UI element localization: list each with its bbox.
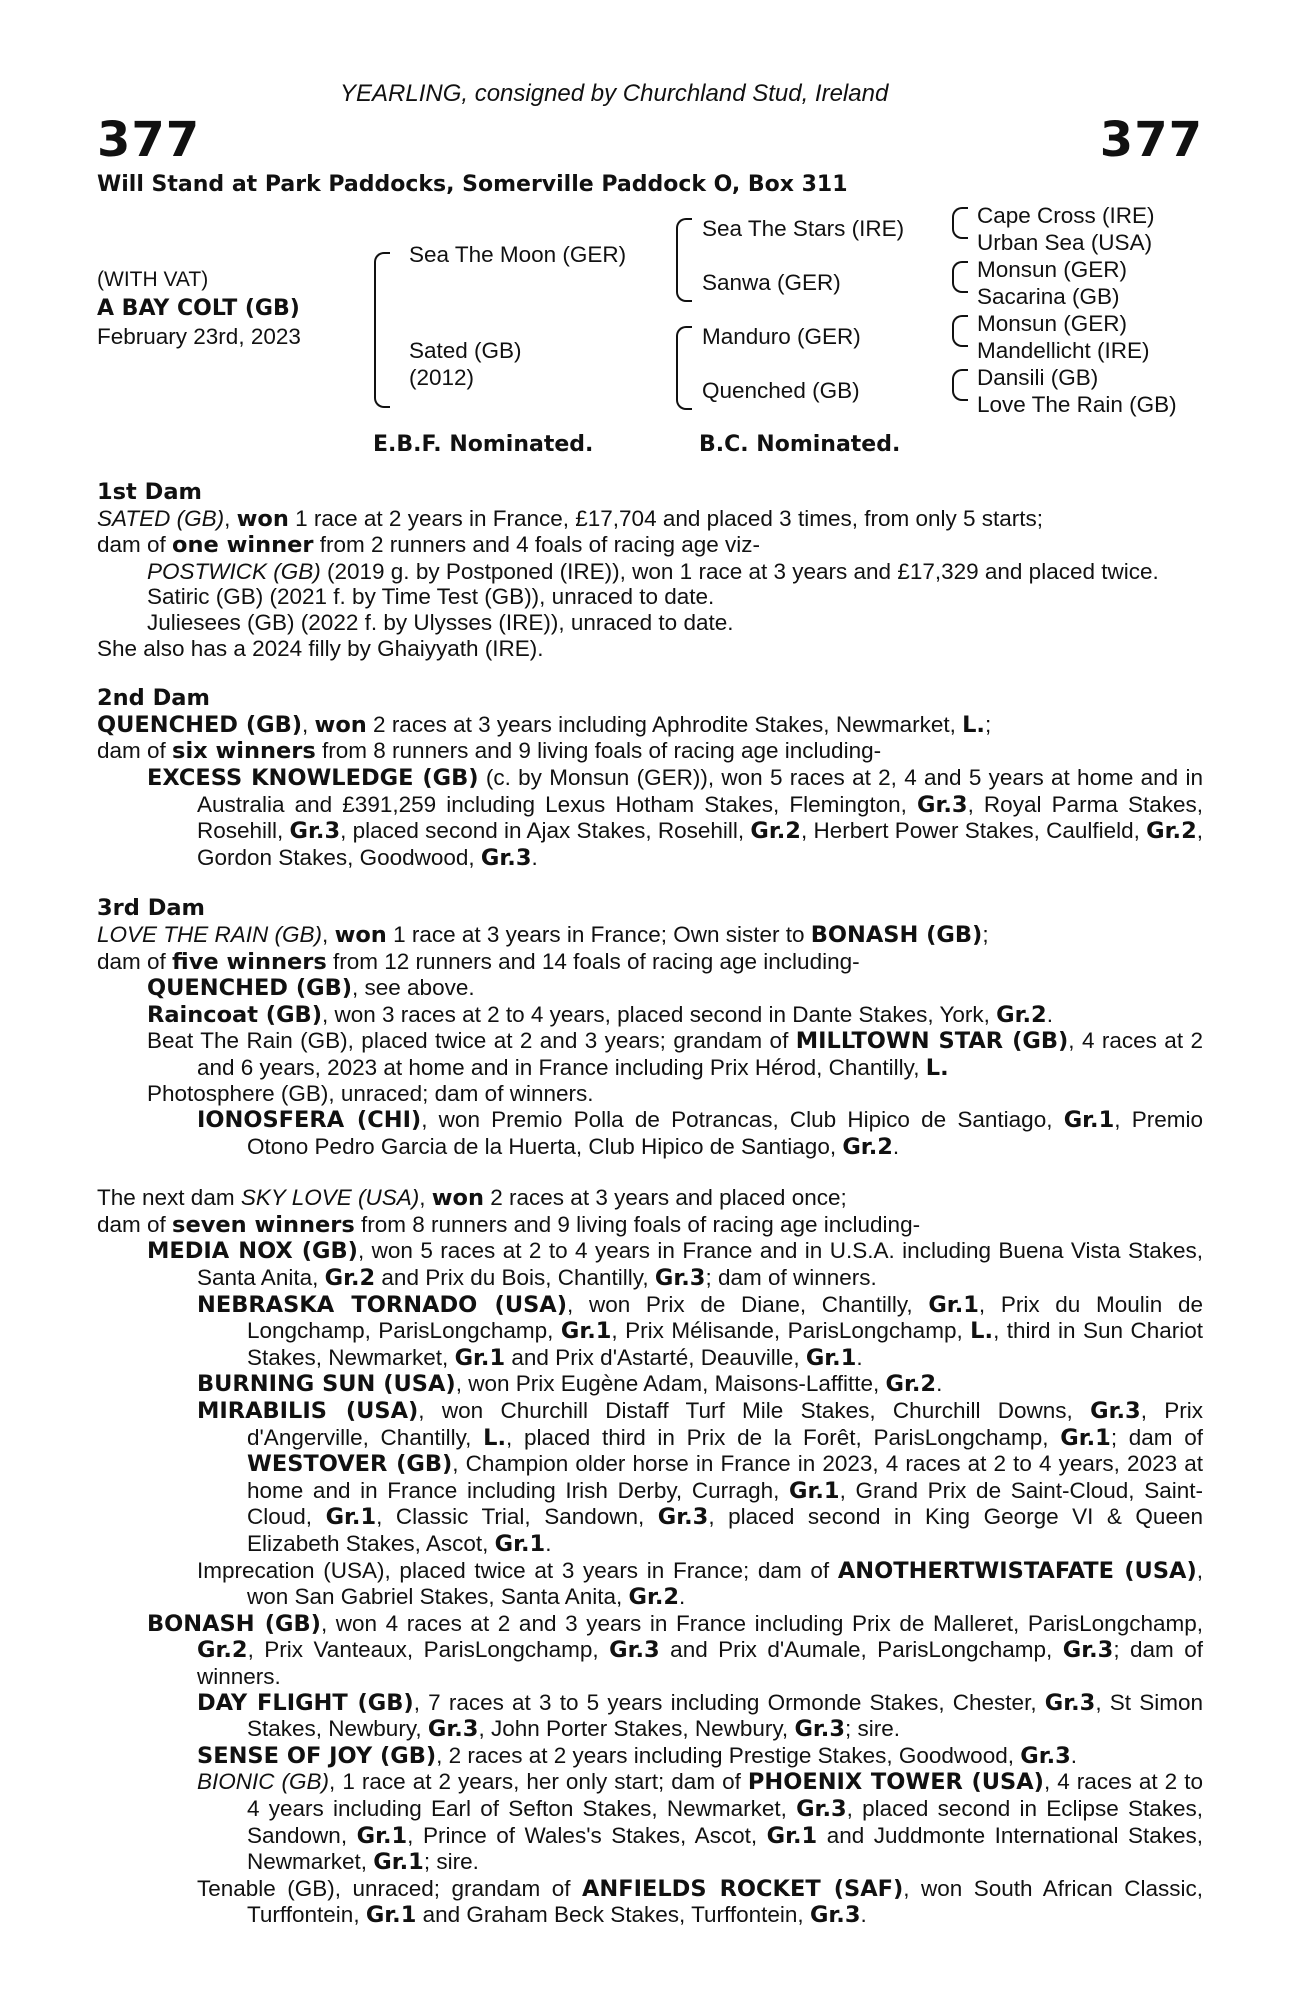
pedigree-entry: dam of six winners from 8 runners and 9 living foals of racing age including- (97, 738, 882, 765)
third-dam-section (97, 896, 1203, 1160)
pedigree-brace-g56 (952, 315, 968, 347)
pedigree-entry: SATED (GB), won 1 race at 2 years in France, £17,704 and placed 3 times, from only 5 starts; (97, 505, 1044, 532)
pedigree-entry: BONASH (GB), won 4 races at 2 and 3 years in France including Prix de Malleret, ParisLongchamp, Gr.2, Prix Vanteaux, ParisLongchamp, Gr.3 and Prix d'Aumale, ParisLongchamp, Gr.3; dam of winners. (147, 1610, 1204, 1689)
pedigree-entry: EXCESS KNOWLEDGE (GB) (c. by Monsun (GER)), won 5 races at 2, 4 and 5 years at home and in Australia and £391,259 including Lexus Hotham Stakes, Flemington, Gr.3, Royal Parma Stakes, Rosehill, Gr.3, placed second in Ajax Stakes, Rosehill, Gr.2, Herbert Power Stakes, Caulfield, Gr.2, Gordon Stakes, Goodwood, Gr.3. (147, 764, 1203, 871)
pedigree-entry: Tenable (GB), unraced; grandam of ANFIELDS ROCKET (SAF), won South African Classic, Turffontein, Gr.1 and Graham Beck Stakes, Turffontein, Gr.3. (197, 1875, 1203, 1929)
granddam-2: Urban Sea (USA) (977, 230, 1153, 255)
pedigree-entry: IONOSFERA (CHI), won Premio Polla de Potrancas, Club Hipico de Santiago, Gr.1, Premio Otono Pedro Garcia de la Huerta, Club Hipico de Santiago, Gr.2. (197, 1107, 1203, 1160)
ebf-nomination: E.B.F. Nominated. (373, 432, 594, 457)
second-dam-text (97, 712, 1203, 872)
granddam-6: Mandellicht (IRE) (977, 338, 1150, 363)
dam-sire: Manduro (GER) (702, 324, 861, 349)
pedigree-brace-g12 (952, 207, 968, 239)
first-dam-heading: 1st Dam (97, 479, 202, 505)
pedigree-entry: BIONIC (GB), 1 race at 2 years, her only start; dam of PHOENIX TOWER (USA), 4 races at 2 to 4 years including Earl of Sefton Stakes, Newmarket, Gr.3, placed second in Eclipse Stakes, Sandown, Gr.1, Prince of Wales's Stakes, Ascot, Gr.1 and Juddmonte International Stakes, Newmarket, Gr.1; sire. (197, 1769, 1204, 1876)
dam-name: Sated (GB) (409, 338, 522, 363)
pedigree-brace-sire (676, 218, 692, 302)
stabling-line: Will Stand at Park Paddocks, Somerville Paddock O, Box 311 (97, 172, 848, 197)
pedigree-entry: MIRABILIS (USA), won Churchill Distaff Turf Mile Stakes, Churchill Downs, Gr.3, Prix d'Angerville, Chantilly, L., placed third in Prix de la Forêt, ParisLongchamp, Gr.1; dam of WESTOVER (GB), Champion older horse in France in 2023, 4 races at 2 to 4 years, 2023 at home and in France including Irish Derby, Curragh, Gr.1, Grand Prix de Saint-Cloud, Saint-Cloud, Gr.1, Classic Trial, Sandown, Gr.3, placed second in King George VI & Queen Elizabeth Stakes, Ascot, Gr.1. (197, 1398, 1204, 1557)
second-dam-heading: 2nd Dam (97, 685, 210, 712)
pedigree-entry: LOVE THE RAIN (GB), won 1 race at 3 years in France; Own sister to BONASH (GB); (97, 921, 989, 948)
sire-dam: Sanwa (GER) (702, 270, 841, 295)
next-dam-text (97, 1185, 1203, 1929)
dam-dam: Quenched (GB) (702, 378, 860, 403)
dam-year: (2012) (409, 365, 475, 390)
granddam-8: Love The Rain (GB) (977, 392, 1177, 417)
pedigree-entry: QUENCHED (GB), see above. (147, 975, 475, 1002)
grandsire-1: Cape Cross (IRE) (977, 203, 1155, 228)
third-dam-text (97, 922, 1203, 1160)
next-dam-section (97, 1185, 1203, 1929)
pedigree-entry: SENSE OF JOY (GB), 2 races at 2 years including Prestige Stakes, Goodwood, Gr.3. (197, 1742, 1078, 1769)
vat-note: (WITH VAT) (97, 268, 209, 291)
sire-name: Sea The Moon (GER) (409, 242, 627, 267)
grandsire-7: Dansili (GB) (977, 365, 1099, 390)
granddam-4: Sacarina (GB) (977, 284, 1120, 309)
pedigree-entry: Beat The Rain (GB), placed twice at 2 and 3 years; grandam of MILLTOWN STAR (GB), 4 races at 2 and 6 years, 2023 at home and in France including Prix Hérod, Chantilly, L. (147, 1028, 1203, 1081)
pedigree-entry: NEBRASKA TORNADO (USA), won Prix de Diane, Chantilly, Gr.1, Prix du Moulin de Longchamp, ParisLongchamp, Gr.1, Prix Mélisande, ParisLongchamp, L., third in Sun Chariot Stakes, Newmarket, Gr.1 and Prix d'Astarté, Deauville, Gr.1. (197, 1291, 1203, 1371)
horse-name: A BAY COLT (GB) (97, 296, 300, 321)
pedigree-entry: She also has a 2024 filly by Ghaiyyath (IRE). (97, 635, 544, 661)
third-dam-heading: 3rd Dam (97, 895, 205, 922)
pedigree-entry: POSTWICK (GB) (2019 g. by Postponed (IRE)), won 1 race at 3 years and £17,329 and placed twice. (147, 558, 1159, 584)
pedigree-brace-main (374, 252, 390, 408)
pedigree-entry: BURNING SUN (USA), won Prix Eugène Adam, Maisons-Laffitte, Gr.2. (197, 1371, 943, 1398)
pedigree-entry: dam of seven winners from 8 runners and 9 living foals of racing age including- (97, 1211, 921, 1238)
second-dam-section (97, 686, 1203, 871)
grandsire-5: Monsun (GER) (977, 311, 1128, 336)
pedigree-entry: dam of one winner from 2 runners and 4 foals of racing age viz- (97, 532, 760, 559)
pedigree-entry: dam of five winners from 12 runners and 14 foals of racing age including- (97, 948, 860, 975)
pedigree-entry: Raincoat (GB), won 3 races at 2 to 4 years, placed second in Dante Stakes, York, Gr.2. (147, 1001, 1053, 1028)
pedigree-entry: QUENCHED (GB), won 2 races at 3 years including Aphrodite Stakes, Newmarket, L.; (97, 711, 992, 738)
consignor-line: YEARLING, consigned by Churchland Stud, Ireland (340, 80, 889, 107)
lot-number-left: 377 (97, 112, 201, 168)
first-dam-text (97, 506, 1203, 662)
pedigree-entry: MEDIA NOX (GB), won 5 races at 2 to 4 years in France and in U.S.A. including Buena Vista Stakes, Santa Anita, Gr.2 and Prix du Bois, Chantilly, Gr.3; dam of winners. (147, 1238, 1203, 1292)
first-dam-section (97, 480, 1203, 661)
lot-number-right: 377 (1099, 112, 1203, 168)
pedigree-entry: Photosphere (GB), unraced; dam of winners. (147, 1081, 594, 1107)
pedigree-entry: Juliesees (GB) (2022 f. by Ulysses (IRE)), unraced to date. (147, 609, 734, 635)
bc-nomination: B.C. Nominated. (699, 432, 901, 457)
pedigree-brace-g78 (952, 369, 968, 401)
catalogue-body (97, 480, 1203, 1929)
pedigree-entry: The next dam SKY LOVE (USA), won 2 races at 3 years and placed once; (97, 1185, 847, 1212)
pedigree-entry: Imprecation (USA), placed twice at 3 years in France; dam of ANOTHERTWISTAFATE (USA), won San Gabriel Stakes, Santa Anita, Gr.2. (197, 1557, 1203, 1611)
pedigree-entry: Satiric (GB) (2021 f. by Time Test (GB)), unraced to date. (147, 584, 715, 610)
sire-sire: Sea The Stars (IRE) (702, 216, 905, 241)
pedigree-brace-dam (676, 326, 692, 410)
pedigree-brace-g34 (952, 261, 968, 293)
pedigree-entry: DAY FLIGHT (GB), 7 races at 3 to 5 years including Ormonde Stakes, Chester, Gr.3, St Simon Stakes, Newbury, Gr.3, John Porter Stakes, Newbury, Gr.3; sire. (197, 1689, 1203, 1743)
foaling-date: February 23rd, 2023 (97, 324, 301, 349)
grandsire-3: Monsun (GER) (977, 257, 1128, 282)
